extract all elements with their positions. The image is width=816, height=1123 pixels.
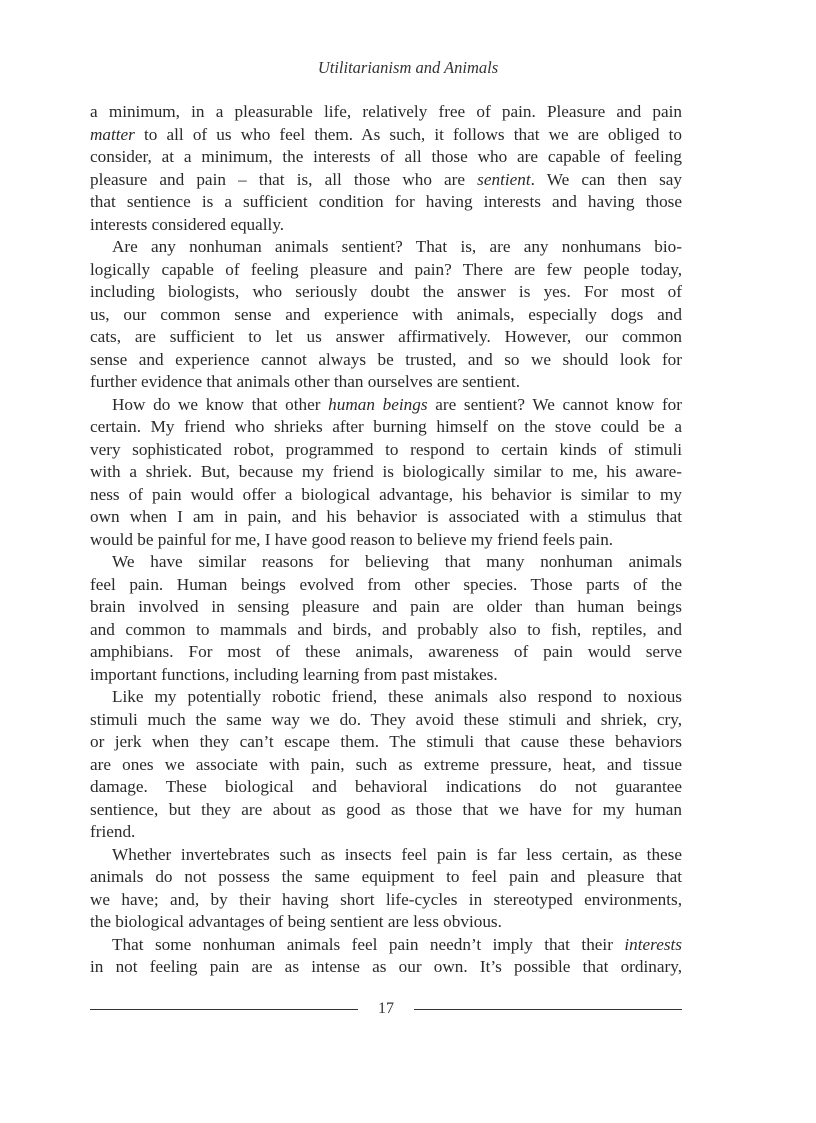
text-line [90, 551, 682, 574]
text-line [90, 686, 682, 709]
text-segment: Are any nonhuman animals sentient? That is, are any nonhumans bio- [112, 237, 682, 256]
text-line [90, 776, 682, 799]
text-segment: brain involved in sensing pleasure and pain are older than human beings [90, 597, 682, 616]
text-segment: animals do not possess the same equipment to feel pain and pleasure that [90, 867, 682, 886]
text-segment: damage. These biological and behavioral indications do not guarantee [90, 777, 682, 796]
text-line [90, 821, 682, 844]
text-line [90, 709, 682, 732]
text-line [90, 371, 682, 394]
text-segment: to all of us who feel them. As such, it follows that we are obliged to [134, 124, 682, 144]
text-line [90, 259, 682, 282]
italic-text: interests [624, 934, 682, 954]
text-line [90, 574, 682, 597]
body-text [90, 101, 682, 979]
text-segment: including biologists, who seriously doubt the answer is yes. For most of [90, 282, 682, 301]
text-line [90, 439, 682, 462]
text-line [90, 461, 682, 484]
text-segment: further evidence that animals other than ourselves are sentient. [90, 372, 520, 391]
text-line [90, 484, 682, 507]
text-line [90, 619, 682, 642]
text-segment: friend. [90, 822, 136, 841]
text-segment: or jerk when they can’t escape them. The stimuli that cause these behaviors [90, 732, 682, 751]
text-segment: important functions, including learning from past mistakes. [90, 664, 498, 684]
text-segment: cats, are sufficient to let us answer affirmatively. However, our common [90, 327, 682, 346]
text-line [90, 281, 682, 304]
footer-rule-right [414, 1009, 682, 1010]
text-line [90, 146, 682, 169]
text-segment: That some nonhuman animals feel pain needn’t imply that their [112, 934, 625, 954]
text-segment: a minimum, in a pleasurable life, relatively free of pain. Pleasure and pain [90, 102, 682, 121]
text-segment: and common to mammals and birds, and probably also to fish, reptiles, and [90, 619, 682, 639]
text-segment: logically capable of feeling pleasure and pain? There are few people today, [90, 259, 682, 279]
text-line [90, 236, 682, 259]
text-segment: very sophisticated robot, programmed to respond to certain kinds of stimuli [90, 439, 682, 459]
page-number: 17 [378, 1000, 394, 1017]
italic-text: sentient [477, 169, 531, 189]
text-line [90, 641, 682, 664]
text-line [90, 191, 682, 214]
text-segment: in not feeling pain are as intense as our own. It’s possible that ordinary, [90, 957, 682, 976]
text-line [90, 349, 682, 372]
text-segment: would be painful for me, I have good reason to believe my friend feels pain. [90, 529, 614, 549]
text-segment: with a shriek. But, because my friend is biologically similar to me, his aware- [90, 462, 682, 481]
text-line [90, 911, 682, 934]
text-line [90, 506, 682, 529]
text-segment: pleasure and pain – that is, all those who are [90, 169, 478, 189]
text-segment: sense and experience cannot always be trusted, and so we should look for [90, 349, 682, 369]
text-segment: certain. My friend who shrieks after burning himself on the stove could be a [90, 417, 682, 436]
text-line [90, 889, 682, 912]
text-line [90, 596, 682, 619]
page-footer [90, 1000, 682, 1020]
text-segment: amphibians. For most of these animals, awareness of pain would serve [90, 642, 682, 661]
text-segment: . We can then say [530, 169, 682, 189]
text-line [90, 326, 682, 349]
text-line [90, 394, 682, 417]
text-line [90, 304, 682, 327]
footer-rule-left [90, 1009, 358, 1010]
text-line [90, 101, 682, 124]
text-line [90, 956, 682, 979]
text-segment: We have similar reasons for believing that many nonhuman animals [112, 552, 682, 571]
text-segment: that sentience is a sufficient condition for having interests and having those [90, 192, 682, 211]
text-segment: sentience, but they are about as good as those that we have for my human [90, 799, 682, 819]
text-segment: are sentient? We cannot know for [427, 394, 682, 414]
text-line [90, 664, 682, 687]
text-line [90, 731, 682, 754]
text-segment: ness of pain would offer a biological advantage, his behavior is similar to my [90, 484, 682, 504]
text-segment: we have; and, by their having short life-cycles in stereotyped environments, [90, 889, 682, 909]
italic-text: human beings [328, 394, 428, 414]
text-line [90, 934, 682, 957]
text-segment: stimuli much the same way we do. They avoid these stimuli and shriek, cry, [90, 709, 682, 729]
text-segment: Like my potentially robotic friend, these animals also respond to noxious [112, 687, 682, 706]
text-segment: the biological advantages of being sentient are less obvious. [90, 912, 502, 931]
text-segment: are ones we associate with pain, such as extreme pressure, heat, and tissue [90, 754, 682, 774]
running-head: Utilitarianism and Animals [317, 58, 499, 77]
text-segment: feel pain. Human beings evolved from other species. Those parts of the [90, 574, 682, 594]
text-line [90, 416, 682, 439]
text-segment: us, our common sense and experience with animals, especially dogs and [90, 304, 682, 324]
text-line [90, 799, 682, 822]
text-segment: own when I am in pain, and his behavior is associated with a stimulus that [90, 507, 682, 526]
text-line [90, 844, 682, 867]
text-segment: consider, at a minimum, the interests of all those who are capable of feeling [90, 147, 682, 166]
text-segment: How do we know that other [112, 394, 329, 414]
italic-text: matter [90, 124, 135, 144]
text-segment: Whether invertebrates such as insects feel pain is far less certain, as these [112, 844, 682, 864]
text-line [90, 866, 682, 889]
text-line [90, 214, 682, 237]
text-segment: interests considered equally. [90, 214, 285, 234]
text-line [90, 169, 682, 192]
text-line [90, 124, 682, 147]
text-line [90, 529, 682, 552]
text-line [90, 754, 682, 777]
